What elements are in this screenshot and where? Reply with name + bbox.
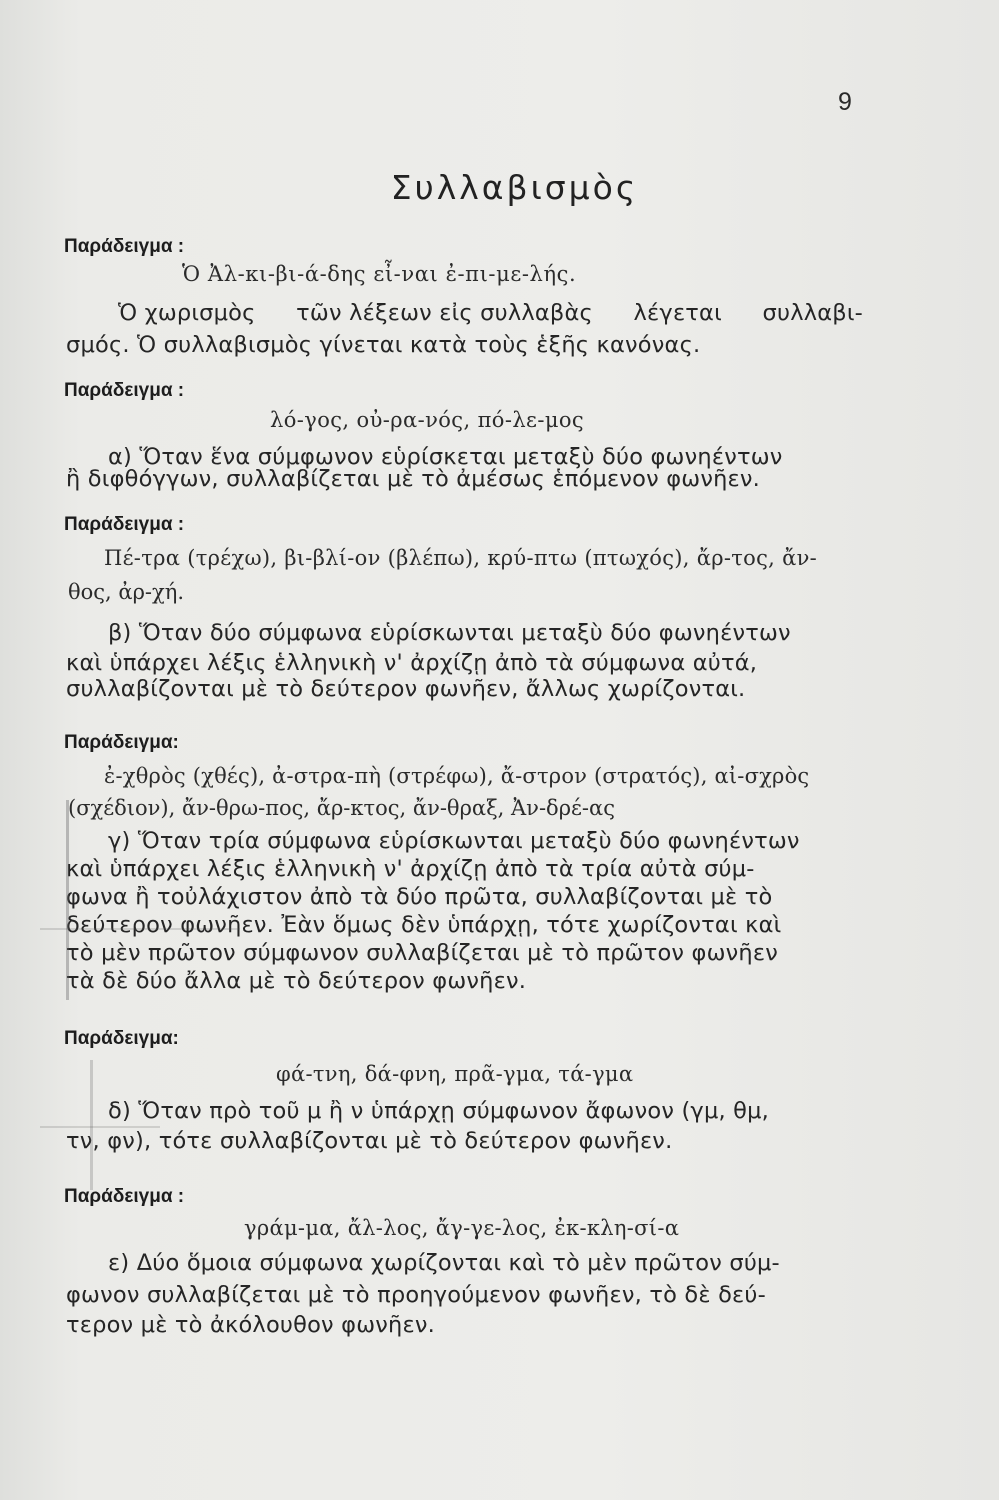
rule-c-line-4: δεύτερον φωνῆεν. Ἐὰν ὅμως δὲν ὑπάρχῃ, τότε χωρίζονται καὶ [66, 912, 782, 938]
rule-b-line-3: συλλαβίζονται μὲ τὸ δεύτερον φωνῆεν, ἄλλως χωρίζονται. [66, 676, 746, 702]
example-5: φά-τνη, δά-φνη, πρᾶ-γμα, τά-γμα [276, 1062, 634, 1086]
example-4-line-2: (σχέδιον), ἄν-θρω-πος, ἄρ-κτος, ἄν-θραξ, Ἀν-δρέ-ας [68, 796, 615, 820]
example-2: λό-γος, οὐ-ρα-νός, πό-λε-μος [270, 408, 585, 432]
scan-mark [66, 800, 69, 1000]
rule-c-line-5: τὸ μὲν πρῶτον σύμφωνον συλλαβίζεται μὲ τὸ πρῶτον φωνῆεν [66, 940, 778, 966]
rule-a-line-1: α) Ὅταν ἕνα σύμφωνον εὑρίσκεται μεταξὺ δύο φωνηέντων [108, 444, 783, 470]
paragraph-1-line-1-part: τῶν λέξεων εἰς συλλαβὰς [296, 300, 593, 326]
example-3-line-1: Πέ-τρα (τρέχω), βι-βλί-ον (βλέπω), κρύ-πτω (πτωχός), ἄρ-τος, ἄν- [104, 546, 818, 570]
rule-b-line-1: β) Ὅταν δύο σύμφωνα εὑρίσκωνται μεταξὺ δύο φωνηέντων [108, 620, 791, 646]
rule-d-line-2: τν, φν), τότε συλλαβίζονται μὲ τὸ δεύτερον φωνῆεν. [66, 1128, 673, 1154]
page-number: 9 [838, 88, 852, 116]
rule-a-line-2: ἢ διφθόγγων, συλλαβίζεται μὲ τὸ ἀμέσως ἑπόμενον φωνῆεν. [66, 466, 761, 492]
rule-c-line-3: φωνα ἢ τοὐλάχιστον ἀπὸ τὰ δύο πρῶτα, συλλαβίζονται μὲ τὸ [66, 884, 773, 910]
example-label-5: Παράδειγμα: [64, 1028, 179, 1049]
example-label-1: Παράδειγμα : [64, 236, 185, 257]
example-label-4: Παράδειγμα: [64, 732, 179, 753]
example-label-3: Παράδειγμα : [64, 514, 185, 535]
scan-mark [40, 1126, 160, 1128]
page-title: Συλλαβισμὸς [390, 168, 639, 207]
rule-e-line-1: ε) Δύο ὅμοια σύμφωνα χωρίζονται καὶ τὸ μὲν πρῶτον σύμ- [108, 1250, 780, 1276]
scan-mark [90, 1060, 93, 1190]
paragraph-1-line-2: σμός. Ὁ συλλαβισμὸς γίνεται κατὰ τοὺς ἑξῆς κανόνας. [66, 332, 701, 358]
paragraph-1-line-1-part: Ὁ χωρισμὸς [118, 300, 256, 326]
rule-e-line-3: τερον μὲ τὸ ἀκόλουθον φωνῆεν. [66, 1312, 435, 1338]
rule-b-line-2: καὶ ὑπάρχει λέξις ἑλληνικὴ ν' ἀρχίζῃ ἀπὸ τὰ σύμφωνα αὐτά, [66, 650, 758, 676]
example-1: Ὁ Ἀλ-κι-βι-ά-δης εἶ-ναι ἐ-πι-με-λής. [182, 262, 577, 286]
rule-e-line-2: φωνον συλλαβίζεται μὲ τὸ προηγούμενον φωνῆεν, τὸ δὲ δεύ- [66, 1282, 766, 1308]
example-6: γράμ-μα, ἄλ-λος, ἄγ-γε-λος, ἐκ-κλη-σί-α [244, 1216, 680, 1240]
scan-mark [40, 928, 240, 930]
rule-c-line-2: καὶ ὑπάρχει λέξις ἑλληνικὴ ν' ἀρχίζῃ ἀπὸ τὰ τρία αὐτὰ σύμ- [66, 856, 755, 882]
example-label-2: Παράδειγμα : [64, 380, 185, 401]
example-3-line-2: θος, ἀρ-χή. [68, 580, 185, 604]
paragraph-1-line-1 [118, 300, 863, 326]
example-4-line-1: ἐ-χθρὸς (χθές), ἀ-στρα-πὴ (στρέφω), ἄ-στρον (στρατός), αἰ-σχρὸς [104, 764, 810, 788]
rule-c-line-1: γ) Ὅταν τρία σύμφωνα εὑρίσκωνται μεταξὺ δύο φωνηέντων [108, 828, 800, 854]
rule-c-line-6: τὰ δὲ δύο ἄλλα μὲ τὸ δεύτερον φωνῆεν. [66, 968, 527, 994]
paragraph-1-line-1-part: συλλαβι- [762, 300, 863, 326]
example-label-6: Παράδειγμα : [64, 1186, 185, 1207]
paragraph-1-line-1-part: λέγεται [633, 300, 722, 326]
rule-d-line-1: δ) Ὅταν πρὸ τοῦ μ ἢ ν ὑπάρχῃ σύμφωνον ἄφωνον (γμ, θμ, [108, 1098, 769, 1124]
